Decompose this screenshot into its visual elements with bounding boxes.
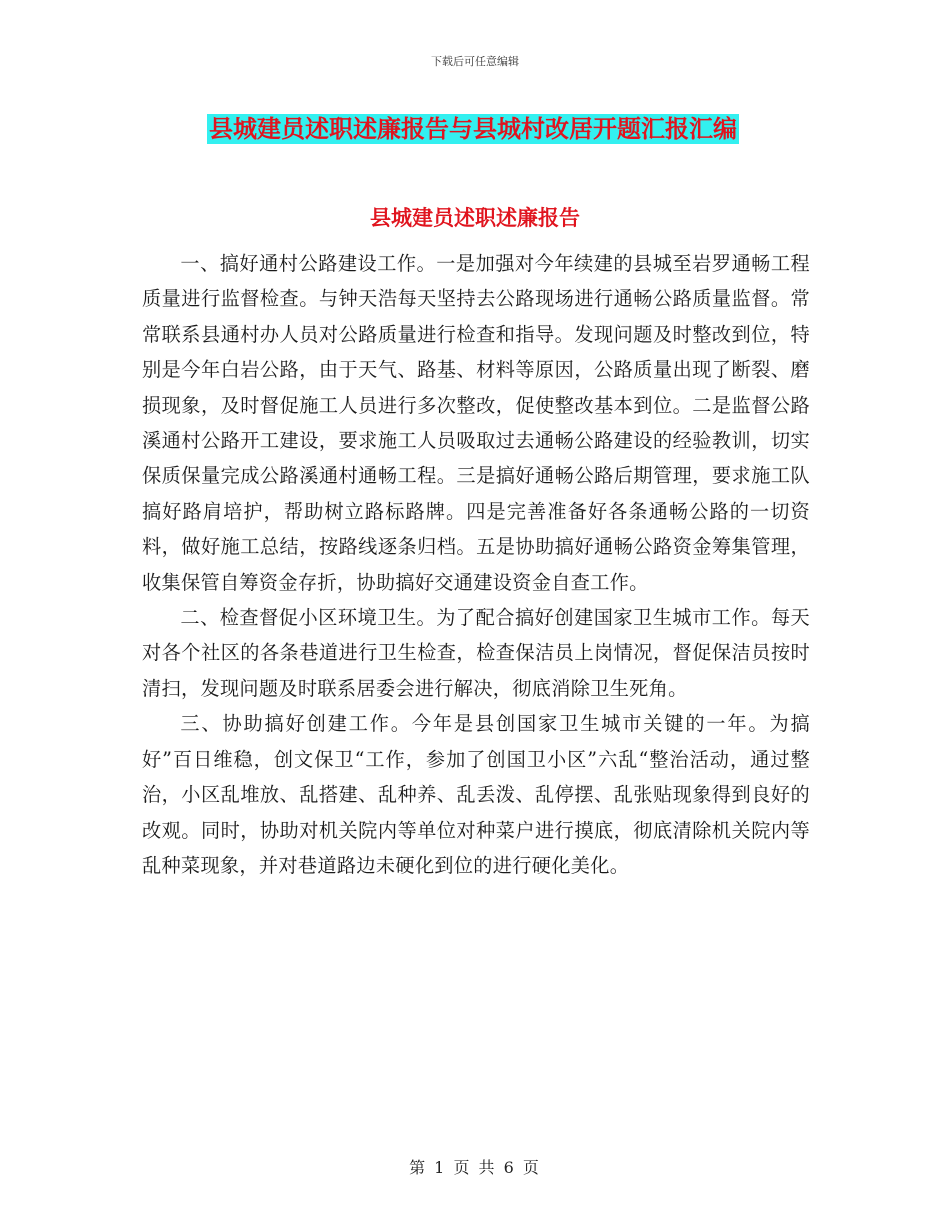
section-title: 县城建员述职述廉报告	[370, 205, 580, 230]
paragraph-1: 一、搞好通村公路建设工作。一是加强对今年续建的县城至岩罗通畅工程质量进行监督检查。与钟天浩每天坚持去公路现场进行通畅公路质量监督。常常联系县通村办人员对公路质量进行检查和指导。发现问题及时整改到位，特别是今年白岩公路，由于天气、路基、材料等原因，公路质量出现了断裂、磨损现象，及时督促施工人员进行多次整改，促使整改基本到位。二是监督公路溪通村公路开工建设，要求施工人员吸取过去通畅公路建设的经验教训，切实保质保量完成公路溪通村通畅工程。三是搞好通畅公路后期管理，要求施工队搞好路肩培护，帮助树立路标路牌。四是完善准备好各条通畅公路的一切资料，做好施工总结，按路线逐条归档。五是协助搞好通畅公路资金筹集管理，收集保管自筹资金存折，协助搞好交通建设资金自查工作。	[142, 252, 810, 594]
document-title: 县城建员述职述廉报告与县城村改居开题汇报汇编	[209, 114, 737, 143]
page-footer: 第 1 页 共 6 页	[409, 1158, 541, 1177]
header-note: 下载后可任意编辑	[431, 55, 519, 68]
paragraph-3: 三、协助搞好创建工作。今年是县创国家卫生城市关键的一年。为搞好”百日维稳，创文保卫“工作，参加了创国卫小区”六乱“整治活动，通过整治，小区乱堆放、乱搭建、乱种养、乱丢泼、乱停摆、乱张贴现象得到良好的改观。同时，协助对机关院内等单位对种菜户进行摸底，彻底清除机关院内等乱种菜现象，并对巷道路边未硬化到位的进行硬化美化。	[142, 712, 810, 877]
paragraph-2: 二、检查督促小区环境卫生。为了配合搞好创建国家卫生城市工作。每天对各个社区的各条巷道进行卫生检查，检查保洁员上岗情况，督促保洁员按时清扫，发现问题及时联系居委会进行解决，彻底消除卫生死角。	[142, 606, 810, 700]
document-title-container	[207, 114, 739, 144]
body-text	[142, 246, 810, 883]
